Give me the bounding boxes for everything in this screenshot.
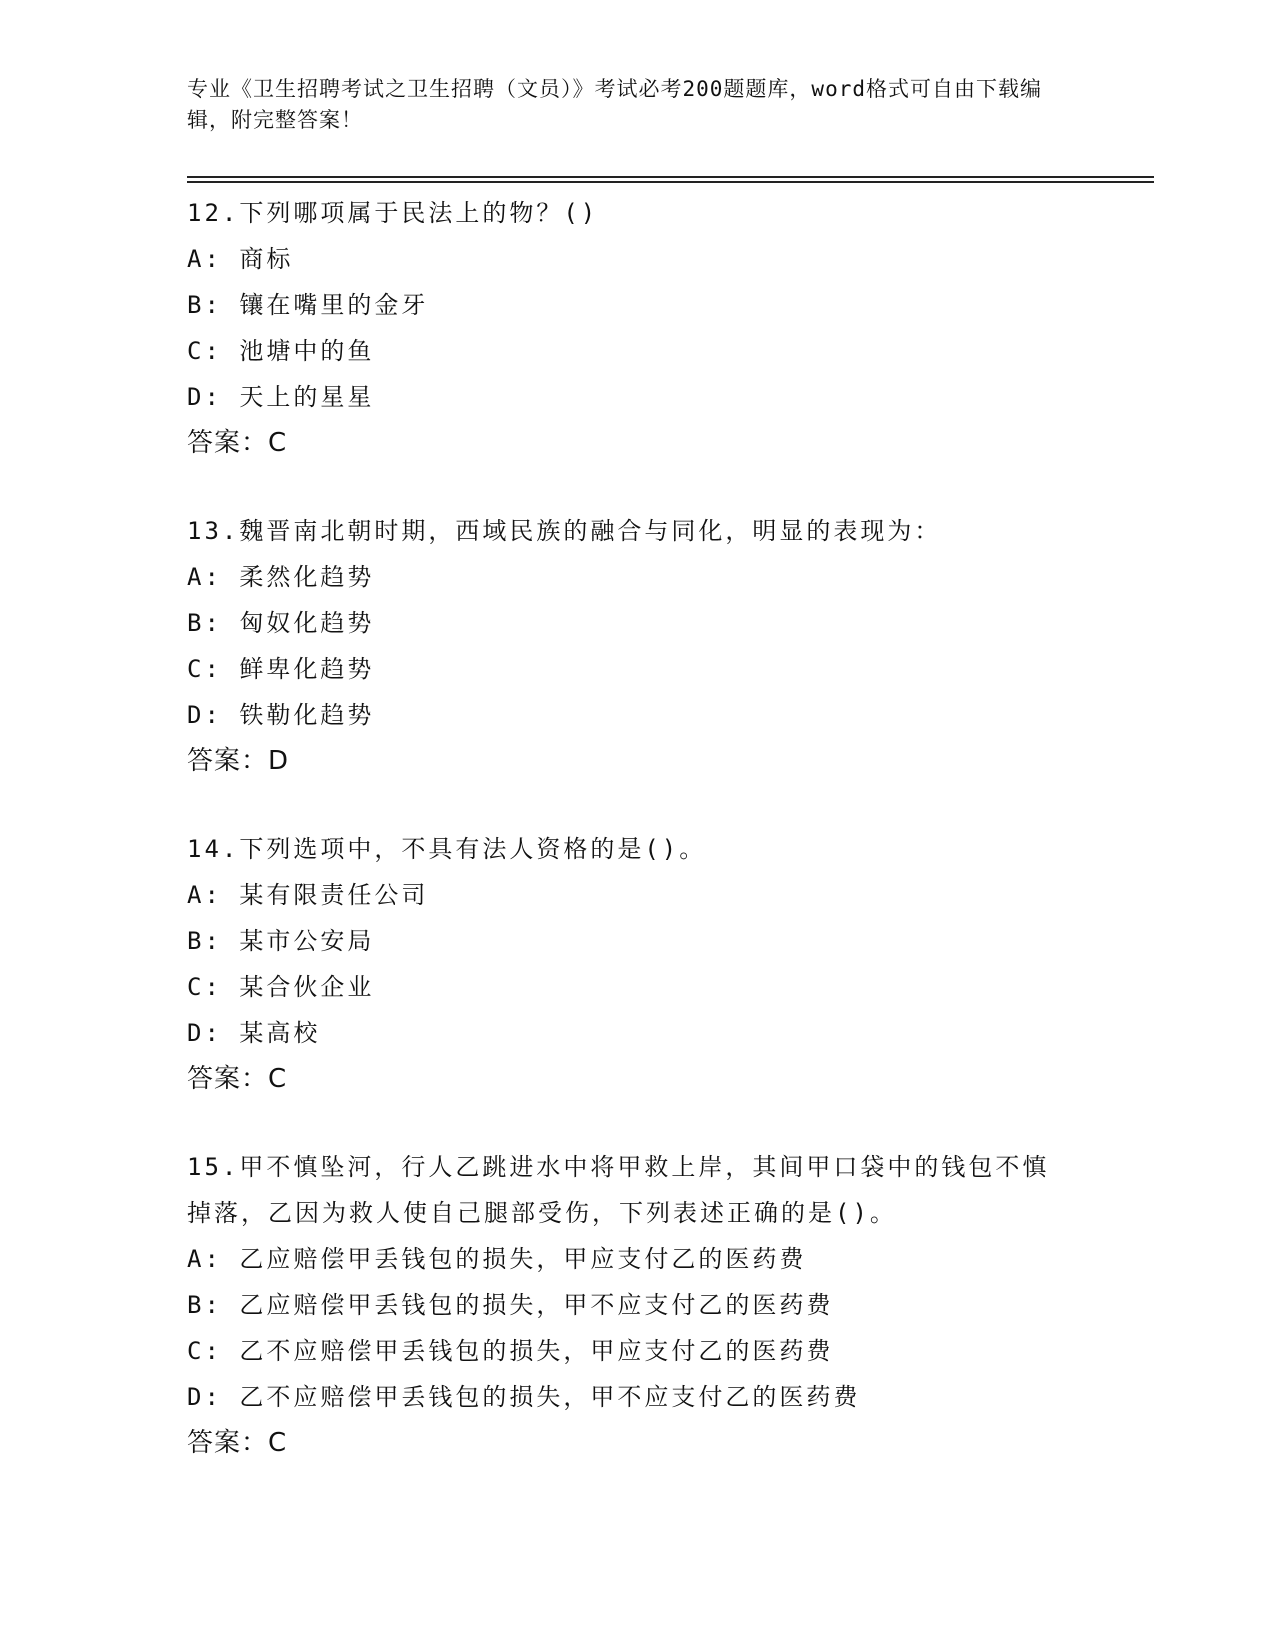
answer-label: 答案：C (187, 428, 288, 458)
option-d: D: 铁勒化趋势 (187, 701, 375, 729)
question-13 (187, 508, 1087, 784)
answer-label: 答案：C (187, 1064, 288, 1094)
option-a: A: 某有限责任公司 (187, 881, 429, 909)
question-stem: 12.下列哪项属于民法上的物？() (187, 199, 599, 227)
header-divider-top (187, 176, 1154, 178)
answer-label: 答案：C (187, 1428, 288, 1458)
option-b: B: 镶在嘴里的金牙 (187, 291, 429, 319)
question-list (187, 190, 1087, 1508)
option-b: B: 乙应赔偿甲丢钱包的损失，甲不应支付乙的医药费 (187, 1291, 834, 1319)
option-a: A: 乙应赔偿甲丢钱包的损失，甲应支付乙的医药费 (187, 1245, 807, 1273)
option-c: C: 池塘中的鱼 (187, 337, 375, 365)
header-divider-bottom (187, 181, 1154, 183)
option-c: C: 某合伙企业 (187, 973, 375, 1001)
option-b: B: 匈奴化趋势 (187, 609, 375, 637)
question-stem: 13.魏晋南北朝时期，西域民族的融合与同化，明显的表现为： (187, 517, 942, 545)
option-b: B: 某市公安局 (187, 927, 375, 955)
question-14 (187, 826, 1087, 1102)
option-d: D: 乙不应赔偿甲丢钱包的损失，甲不应支付乙的医药费 (187, 1383, 861, 1411)
option-a: A: 商标 (187, 245, 294, 273)
document-header: 专业《卫生招聘考试之卫生招聘（文员）》考试必考200题题库，word格式可自由下载编辑，附完整答案！ (187, 77, 1042, 132)
option-c: C: 乙不应赔偿甲丢钱包的损失，甲应支付乙的医药费 (187, 1337, 834, 1365)
option-a: A: 柔然化趋势 (187, 563, 375, 591)
option-d: D: 某高校 (187, 1019, 321, 1047)
question-15 (187, 1144, 1087, 1466)
question-stem: 15.甲不慎坠河，行人乙跳进水中将甲救上岸，其间甲口袋中的钱包不慎掉落，乙因为救人使自己腿部受伤，下列表述正确的是()。 (187, 1153, 1050, 1227)
option-c: C: 鲜卑化趋势 (187, 655, 375, 683)
option-d: D: 天上的星星 (187, 383, 375, 411)
answer-label: 答案：D (187, 746, 290, 776)
question-12 (187, 190, 1087, 466)
question-stem: 14.下列选项中，不具有法人资格的是()。 (187, 835, 707, 863)
